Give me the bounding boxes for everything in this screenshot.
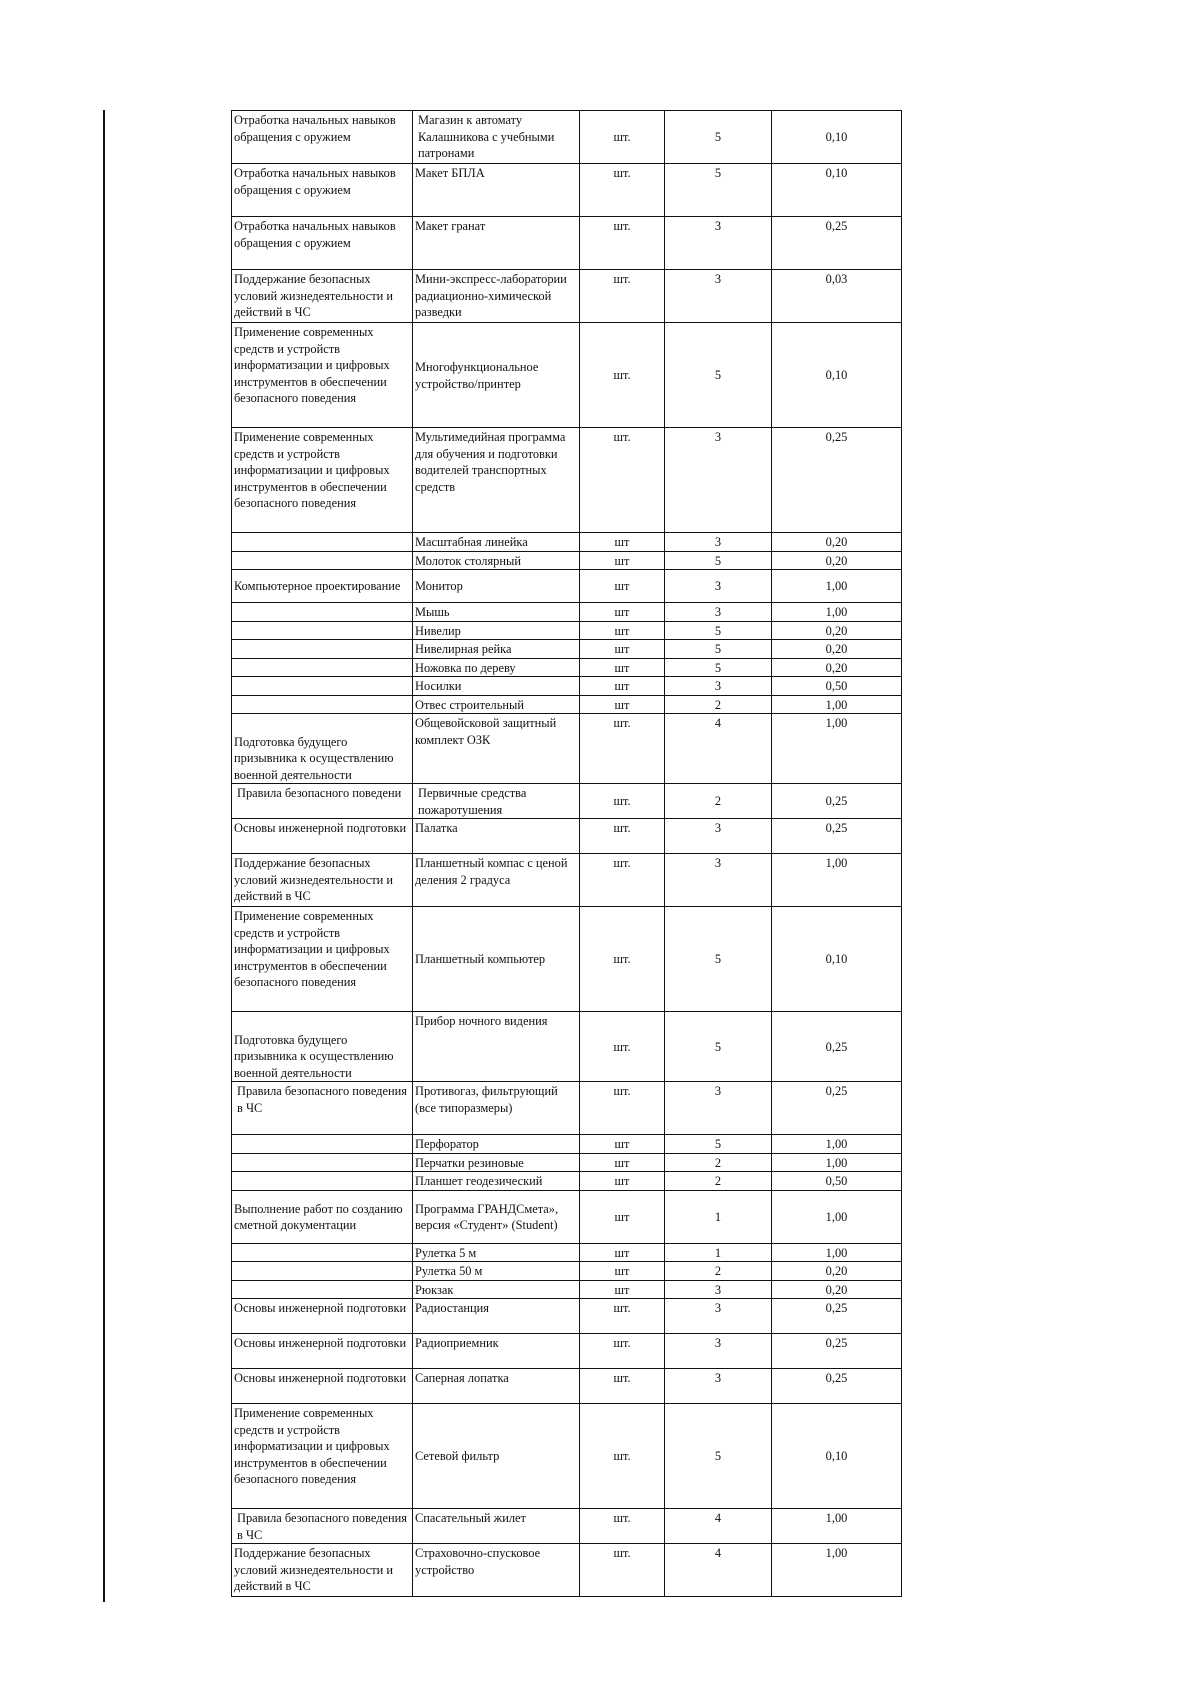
purpose-cell: [232, 1172, 413, 1191]
table-row: [232, 1153, 902, 1172]
table-row: [232, 677, 902, 696]
unit-cell: шт.: [580, 323, 665, 428]
table-row: [232, 1172, 902, 1191]
unit-cell: шт.: [580, 270, 665, 323]
unit-cell: шт: [580, 640, 665, 659]
quantity-cell: 3: [665, 819, 772, 854]
quantity-cell: 3: [665, 603, 772, 622]
table-row: [232, 428, 902, 533]
item-cell: Радиостанция: [413, 1299, 580, 1334]
quantity-cell: 3: [665, 1299, 772, 1334]
unit-cell: шт.: [580, 1082, 665, 1135]
unit-cell: шт: [580, 1190, 665, 1243]
ratio-cell: 0,20: [772, 1280, 902, 1299]
table-row: [232, 1135, 902, 1154]
quantity-cell: 5: [665, 907, 772, 1012]
quantity-cell: 5: [665, 658, 772, 677]
quantity-cell: 5: [665, 621, 772, 640]
ratio-cell: 1,00: [772, 1135, 902, 1154]
unit-cell: шт.: [580, 164, 665, 217]
quantity-cell: 3: [665, 1334, 772, 1369]
table-row: [232, 1190, 902, 1243]
ratio-cell: 0,25: [772, 1334, 902, 1369]
ratio-cell: 0,25: [772, 784, 902, 819]
ratio-cell: 0,10: [772, 1404, 902, 1509]
unit-cell: шт.: [580, 1404, 665, 1509]
unit-cell: шт: [580, 1172, 665, 1191]
purpose-cell: [232, 658, 413, 677]
unit-cell: шт.: [580, 714, 665, 784]
table-row: [232, 270, 902, 323]
unit-cell: шт: [580, 621, 665, 640]
item-cell: Монитор: [413, 570, 580, 603]
item-cell: Макет гранат: [413, 217, 580, 270]
ratio-cell: 0,50: [772, 677, 902, 696]
purpose-cell: Применение современных средств и устройств информатизации и цифровых инструментов в обеспечении безопасного поведения: [232, 323, 413, 428]
quantity-cell: 2: [665, 784, 772, 819]
ratio-cell: 0,10: [772, 323, 902, 428]
ratio-cell: 1,00: [772, 695, 902, 714]
table-row: [232, 1509, 902, 1544]
ratio-cell: 0,10: [772, 907, 902, 1012]
purpose-cell: [232, 1243, 413, 1262]
table-row: [232, 640, 902, 659]
quantity-cell: 5: [665, 640, 772, 659]
unit-cell: шт: [580, 1243, 665, 1262]
item-cell: Ножовка по дереву: [413, 658, 580, 677]
unit-cell: шт: [580, 533, 665, 552]
item-cell: Макет БПЛА: [413, 164, 580, 217]
purpose-cell: [232, 640, 413, 659]
ratio-cell: 0,25: [772, 217, 902, 270]
table-row: [232, 784, 902, 819]
purpose-cell: [232, 1262, 413, 1281]
quantity-cell: 3: [665, 270, 772, 323]
quantity-cell: 4: [665, 1509, 772, 1544]
purpose-cell: Правила безопасного поведения в ЧС: [232, 1509, 413, 1544]
ratio-cell: 0,20: [772, 658, 902, 677]
unit-cell: шт: [580, 677, 665, 696]
quantity-cell: 2: [665, 695, 772, 714]
item-cell: Прибор ночного видения: [413, 1012, 580, 1082]
purpose-cell: Применение современных средств и устройств информатизации и цифровых инструментов в обеспечении безопасного поведения: [232, 907, 413, 1012]
quantity-cell: 2: [665, 1262, 772, 1281]
quantity-cell: 4: [665, 1544, 772, 1597]
item-cell: Нивелир: [413, 621, 580, 640]
purpose-cell: [232, 677, 413, 696]
item-cell: Мультимедийная программа для обучения и подготовки водителей транспортных средств: [413, 428, 580, 533]
equipment-table: [231, 110, 902, 1597]
item-cell: Мини-экспресс-лаборатории радиационно-химической разведки: [413, 270, 580, 323]
ratio-cell: 0,20: [772, 621, 902, 640]
item-cell: Носилки: [413, 677, 580, 696]
ratio-cell: 0,25: [772, 819, 902, 854]
ratio-cell: 1,00: [772, 1509, 902, 1544]
ratio-cell: 1,00: [772, 854, 902, 907]
ratio-cell: 1,00: [772, 603, 902, 622]
item-cell: Планшетный компас с ценой деления 2 градуса: [413, 854, 580, 907]
item-cell: Перчатки резиновые: [413, 1153, 580, 1172]
quantity-cell: 3: [665, 677, 772, 696]
unit-cell: шт.: [580, 907, 665, 1012]
ratio-cell: 0,10: [772, 111, 902, 164]
ratio-cell: 0,25: [772, 1012, 902, 1082]
unit-cell: шт.: [580, 784, 665, 819]
item-cell: Палатка: [413, 819, 580, 854]
table-row: [232, 819, 902, 854]
unit-cell: шт.: [580, 111, 665, 164]
purpose-cell: Применение современных средств и устройств информатизации и цифровых инструментов в обеспечении безопасного поведения: [232, 1404, 413, 1509]
unit-cell: шт.: [580, 854, 665, 907]
quantity-cell: 3: [665, 1280, 772, 1299]
item-cell: Планшет геодезический: [413, 1172, 580, 1191]
item-cell: Саперная лопатка: [413, 1369, 580, 1404]
ratio-cell: 0,25: [772, 428, 902, 533]
purpose-cell: Отработка начальных навыков обращения с оружием: [232, 111, 413, 164]
quantity-cell: 5: [665, 1135, 772, 1154]
unit-cell: шт.: [580, 819, 665, 854]
ratio-cell: 1,00: [772, 570, 902, 603]
unit-cell: шт: [580, 695, 665, 714]
purpose-cell: [232, 1153, 413, 1172]
quantity-cell: 3: [665, 217, 772, 270]
purpose-cell: Основы инженерной подготовки: [232, 1299, 413, 1334]
table-row: [232, 854, 902, 907]
unit-cell: шт.: [580, 217, 665, 270]
ratio-cell: 0,03: [772, 270, 902, 323]
ratio-cell: 0,20: [772, 1262, 902, 1281]
table-row: [232, 1404, 902, 1509]
quantity-cell: 5: [665, 1404, 772, 1509]
item-cell: Мышь: [413, 603, 580, 622]
table-row: [232, 323, 902, 428]
ratio-cell: 0,25: [772, 1369, 902, 1404]
table-row: [232, 658, 902, 677]
item-cell: Масштабная линейка: [413, 533, 580, 552]
unit-cell: шт.: [580, 1544, 665, 1597]
quantity-cell: 5: [665, 1012, 772, 1082]
purpose-cell: [232, 695, 413, 714]
quantity-cell: 4: [665, 714, 772, 784]
quantity-cell: 5: [665, 323, 772, 428]
left-margin-line: [103, 110, 105, 1602]
table-row: [232, 551, 902, 570]
item-cell: Страховочно-спусковое устройство: [413, 1544, 580, 1597]
table-row: [232, 1012, 902, 1082]
table-row: [232, 1280, 902, 1299]
unit-cell: шт.: [580, 1299, 665, 1334]
quantity-cell: 2: [665, 1172, 772, 1191]
purpose-cell: Правила безопасного поведения в ЧС: [232, 1082, 413, 1135]
table-row: [232, 695, 902, 714]
ratio-cell: 1,00: [772, 1190, 902, 1243]
table-row: [232, 621, 902, 640]
unit-cell: шт: [580, 658, 665, 677]
unit-cell: шт.: [580, 428, 665, 533]
quantity-cell: 3: [665, 1082, 772, 1135]
purpose-cell: Подготовка будущего призывника к осуществлению военной деятельности: [232, 1012, 413, 1082]
purpose-cell: Выполнение работ по созданию сметной документации: [232, 1190, 413, 1243]
item-cell: Рулетка 5 м: [413, 1243, 580, 1262]
unit-cell: шт: [580, 570, 665, 603]
table-row: [232, 1369, 902, 1404]
quantity-cell: 2: [665, 1153, 772, 1172]
purpose-cell: Поддержание безопасных условий жизнедеятельности и действий в ЧС: [232, 270, 413, 323]
item-cell: Молоток столярный: [413, 551, 580, 570]
ratio-cell: 1,00: [772, 1544, 902, 1597]
purpose-cell: [232, 551, 413, 570]
ratio-cell: 0,20: [772, 533, 902, 552]
purpose-cell: Применение современных средств и устройств информатизации и цифровых инструментов в обеспечении безопасного поведения: [232, 428, 413, 533]
unit-cell: шт.: [580, 1369, 665, 1404]
table-row: [232, 1262, 902, 1281]
ratio-cell: 1,00: [772, 714, 902, 784]
ratio-cell: 0,25: [772, 1082, 902, 1135]
unit-cell: шт: [580, 1280, 665, 1299]
table-row: [232, 533, 902, 552]
purpose-cell: Поддержание безопасных условий жизнедеятельности и действий в ЧС: [232, 1544, 413, 1597]
unit-cell: шт: [580, 603, 665, 622]
ratio-cell: 1,00: [772, 1243, 902, 1262]
item-cell: Радиоприемник: [413, 1334, 580, 1369]
unit-cell: шт: [580, 551, 665, 570]
ratio-cell: 1,00: [772, 1153, 902, 1172]
table-row: [232, 603, 902, 622]
table-row: [232, 714, 902, 784]
item-cell: Отвес строительный: [413, 695, 580, 714]
table-row: [232, 1243, 902, 1262]
quantity-cell: 1: [665, 1243, 772, 1262]
quantity-cell: 3: [665, 533, 772, 552]
purpose-cell: [232, 1280, 413, 1299]
quantity-cell: 5: [665, 111, 772, 164]
quantity-cell: 3: [665, 1369, 772, 1404]
table-row: [232, 164, 902, 217]
purpose-cell: Основы инженерной подготовки: [232, 1369, 413, 1404]
unit-cell: шт: [580, 1153, 665, 1172]
purpose-cell: [232, 533, 413, 552]
item-cell: Противогаз, фильтрующий (все типоразмеры): [413, 1082, 580, 1135]
item-cell: Рюкзак: [413, 1280, 580, 1299]
purpose-cell: Отработка начальных навыков обращения с оружием: [232, 217, 413, 270]
purpose-cell: [232, 603, 413, 622]
table-row: [232, 111, 902, 164]
purpose-cell: Подготовка будущего призывника к осуществлению военной деятельности: [232, 714, 413, 784]
purpose-cell: [232, 621, 413, 640]
item-cell: Сетевой фильтр: [413, 1404, 580, 1509]
unit-cell: шт: [580, 1262, 665, 1281]
purpose-cell: Основы инженерной подготовки: [232, 819, 413, 854]
equipment-table-body: [232, 111, 902, 1597]
ratio-cell: 0,20: [772, 551, 902, 570]
table-row: [232, 570, 902, 603]
item-cell: Программа ГРАНДСмета», версия «Студент» (Student): [413, 1190, 580, 1243]
item-cell: Планшетный компьютер: [413, 907, 580, 1012]
item-cell: Магазин к автомату Калашникова с учебными патронами: [413, 111, 580, 164]
table-row: [232, 217, 902, 270]
ratio-cell: 0,50: [772, 1172, 902, 1191]
table-row: [232, 1082, 902, 1135]
table-row: [232, 907, 902, 1012]
purpose-cell: Основы инженерной подготовки: [232, 1334, 413, 1369]
unit-cell: шт.: [580, 1509, 665, 1544]
item-cell: Общевойсковой защитный комплект ОЗК: [413, 714, 580, 784]
quantity-cell: 5: [665, 551, 772, 570]
quantity-cell: 3: [665, 428, 772, 533]
item-cell: Рулетка 50 м: [413, 1262, 580, 1281]
item-cell: Многофункциональное устройство/принтер: [413, 323, 580, 428]
item-cell: Спасательный жилет: [413, 1509, 580, 1544]
table-row: [232, 1544, 902, 1597]
ratio-cell: 0,20: [772, 640, 902, 659]
quantity-cell: 1: [665, 1190, 772, 1243]
quantity-cell: 5: [665, 164, 772, 217]
item-cell: Первичные средства пожаротушения: [413, 784, 580, 819]
unit-cell: шт.: [580, 1334, 665, 1369]
table-row: [232, 1299, 902, 1334]
unit-cell: шт.: [580, 1012, 665, 1082]
quantity-cell: 3: [665, 570, 772, 603]
table-row: [232, 1334, 902, 1369]
ratio-cell: 0,25: [772, 1299, 902, 1334]
purpose-cell: Компьютерное проектирование: [232, 570, 413, 603]
item-cell: Перфоратор: [413, 1135, 580, 1154]
ratio-cell: 0,10: [772, 164, 902, 217]
purpose-cell: Правила безопасного поведени: [232, 784, 413, 819]
item-cell: Нивелирная рейка: [413, 640, 580, 659]
purpose-cell: Поддержание безопасных условий жизнедеятельности и действий в ЧС: [232, 854, 413, 907]
purpose-cell: [232, 1135, 413, 1154]
unit-cell: шт: [580, 1135, 665, 1154]
purpose-cell: Отработка начальных навыков обращения с оружием: [232, 164, 413, 217]
quantity-cell: 3: [665, 854, 772, 907]
